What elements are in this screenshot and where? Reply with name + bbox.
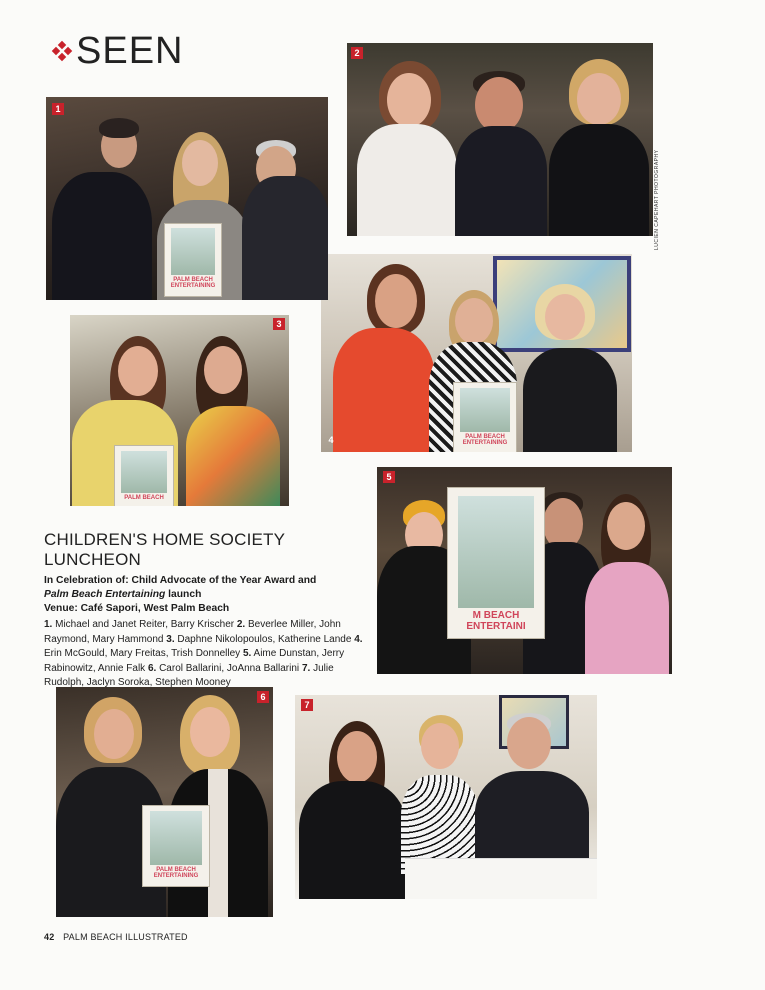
- photo-4: [321, 254, 632, 452]
- person: [46, 110, 151, 300]
- person: [329, 260, 439, 452]
- section-title: SEEN: [76, 30, 184, 72]
- venue-line: Venue: Café Sapori, West Palm Beach: [44, 603, 230, 614]
- page-header: [52, 32, 183, 70]
- dining-table: [405, 858, 597, 899]
- diamond-ornament-icon: [52, 41, 72, 61]
- celebration-line-2: Palm Beach Entertaining launch: [44, 589, 202, 600]
- person: [577, 478, 672, 674]
- event-article: [44, 530, 364, 691]
- person: [299, 695, 407, 899]
- book-cover: PALM BEACH: [114, 445, 174, 506]
- book-cover: M BEACH ENTERTAINI: [447, 487, 545, 639]
- person: [180, 326, 284, 506]
- photo-number-badge: 4: [328, 435, 334, 445]
- photo-6: [56, 687, 273, 917]
- person: [242, 110, 328, 300]
- photo-5: [377, 467, 672, 674]
- photo-number-badge: 6: [257, 691, 269, 703]
- book-cover: PALM BEACH ENTERTAINING: [164, 223, 222, 297]
- photo-7: [295, 695, 597, 899]
- photo-number-badge: 7: [301, 699, 313, 711]
- page-number: 42: [44, 932, 55, 942]
- photo-captions: 1. Michael and Janet Reiter, Barry Krischer 2. Beverlee Miller, John Raymond, Mary Hammond 3. Daphne Nikolopoulos, Katherine Lande 4. Erin McGould, Mary Freitas, Trish Donnelley 5. Aime Dunstan, Jerry Rabinowitz, Annie Falk 6. Carol Ballarini, JoAnna Ballarini 7. Julie Rudolph, Jaclyn Soroka, Stephen Mooney: [44, 619, 363, 689]
- photo-credit: LUCIEN CAPEHART PHOTOGRAPHY: [654, 149, 660, 250]
- person: [543, 51, 653, 236]
- person: [353, 51, 457, 236]
- person: [397, 695, 481, 875]
- photo-number-badge: 5: [383, 471, 395, 483]
- publication-name: PALM BEACH ILLUSTRATED: [63, 932, 188, 942]
- photo-number-badge: 1: [52, 103, 64, 115]
- book-cover: PALM BEACH ENTERTAINING: [453, 382, 517, 452]
- event-title: CHILDREN'S HOME SOCIETY LUNCHEON: [44, 530, 285, 569]
- photo-3: [70, 315, 289, 506]
- person: [475, 695, 591, 875]
- person: [455, 51, 547, 236]
- book-cover: PALM BEACH ENTERTAINING: [142, 805, 210, 887]
- page-footer: [44, 932, 188, 942]
- photo-number-badge: 2: [351, 47, 363, 59]
- photo-number-badge: 3: [273, 318, 285, 330]
- photo-1: [46, 97, 328, 300]
- celebration-line: In Celebration of: Child Advocate of the Year Award and: [44, 575, 317, 586]
- person: [517, 260, 621, 452]
- photo-2: [347, 43, 653, 236]
